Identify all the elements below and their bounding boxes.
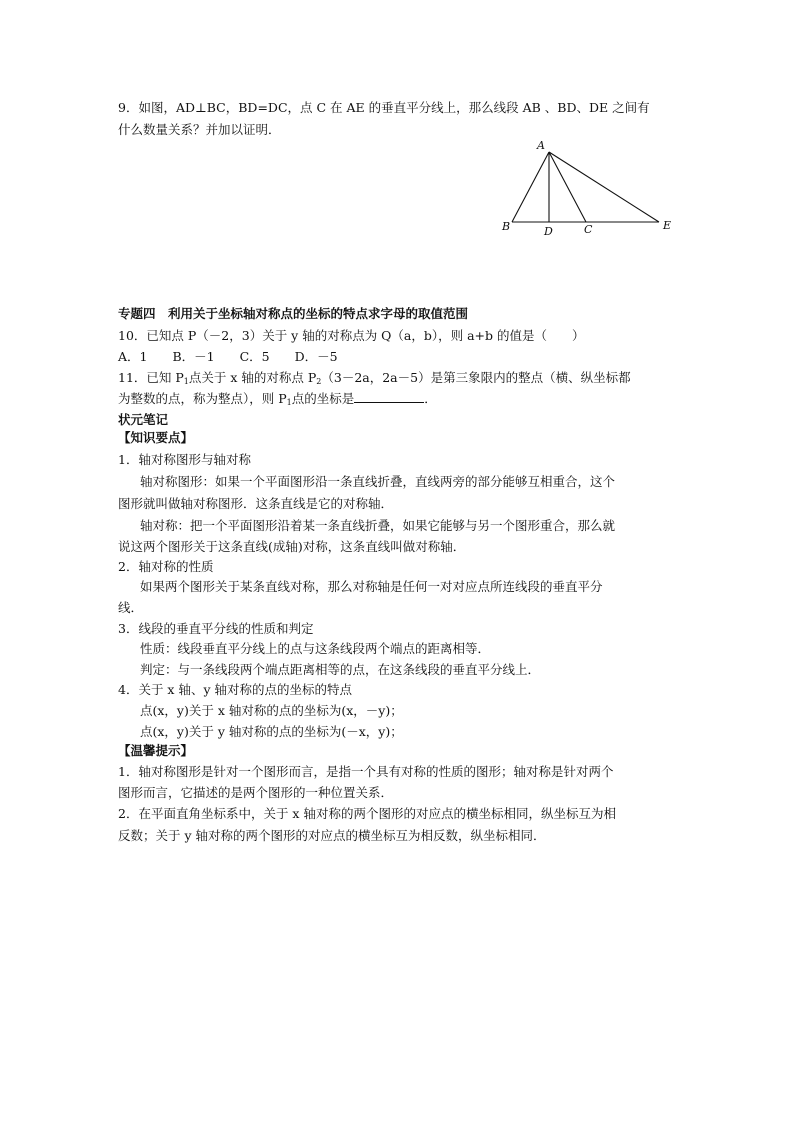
label-a: A xyxy=(537,139,545,152)
q11-text: （3－2a，2a－5）是第三象限内的整点（横、纵坐标都 xyxy=(321,370,631,385)
label-e: E xyxy=(663,219,672,232)
k1-b-line-1: 轴对称：把一个平面图形沿着某一条直线折叠，如果它能够与另一个图形重合，那么就 xyxy=(140,518,616,533)
q11-text: 11．已知 P xyxy=(118,370,184,385)
k4-x-axis: 点(x，y)关于 x 轴对称的点的坐标为(x，－y)； xyxy=(140,703,403,718)
tip2-line-1: 2．在平面直角坐标系中，关于 x 轴对称的两个图形的对应点的横坐标相同，纵坐标互为相 xyxy=(118,806,616,821)
q11-text: 为整数的点，称为整点），则 P xyxy=(118,391,287,406)
k2-a-line-2: 线． xyxy=(118,600,144,615)
k4-heading: 4．关于 x 轴、y 轴对称的点的坐标的特点 xyxy=(118,682,352,697)
tip1-line-2: 图形而言，它描述的是两个图形的一种位置关系． xyxy=(118,785,394,800)
q11-line-1 xyxy=(118,370,631,386)
knowledge-title: 【知识要点】 xyxy=(118,430,194,445)
k1-a-line-2: 图形就叫做轴对称图形．这条直线是它的对称轴． xyxy=(118,496,394,511)
tip2-line-2: 反数；关于 y 轴对称的两个图形的对应点的横坐标互为相反数，纵坐标相同． xyxy=(118,828,546,843)
k4-y-axis: 点(x，y)关于 y 轴对称的点的坐标为(－x，y)； xyxy=(140,724,403,739)
label-b: B xyxy=(502,220,511,233)
q11-line-2 xyxy=(118,391,437,407)
q10-options: A．1 B．－1 C．5 D．－5 xyxy=(118,349,338,364)
label-d: D xyxy=(544,225,553,238)
segment-ac xyxy=(549,152,586,222)
subscript: 1 xyxy=(183,377,189,386)
segment-ab xyxy=(512,152,549,222)
k3-heading: 3．线段的垂直平分线的性质和判定 xyxy=(118,621,314,636)
subscript: 1 xyxy=(286,398,292,407)
k1-a-line-1: 轴对称图形：如果一个平面图形沿一条直线折叠，直线两旁的部分能够互相重合，这个 xyxy=(140,474,616,489)
q9-line-2: 什么数量关系？并加以证明． xyxy=(118,122,281,137)
topic4-title: 专题四 利用关于坐标轴对称点的坐标的特点求字母的取值范围 xyxy=(118,306,469,321)
triangle-figure xyxy=(496,136,686,242)
notes-title: 状元笔记 xyxy=(118,412,169,427)
k3-property: 性质：线段垂直平分线上的点与这条线段两个端点的距离相等． xyxy=(140,641,491,656)
q10-text: 10．已知点 P（－2，3）关于 y 轴的对称点为 Q（a，b），则 a+b 的值是（ ） xyxy=(118,328,585,343)
subscript: 2 xyxy=(316,377,322,386)
label-c: C xyxy=(584,223,593,236)
k1-heading: 1．轴对称图形与轴对称 xyxy=(118,452,251,467)
segment-ae xyxy=(549,152,659,222)
tips-title: 【温馨提示】 xyxy=(118,743,194,758)
q11-text: 点的坐标是 xyxy=(291,391,355,406)
k1-b-line-2: 说这两个图形关于这条直线(成轴)对称，这条直线叫做对称轴． xyxy=(118,539,466,554)
k2-a-line-1: 如果两个图形关于某条直线对称，那么对称轴是任何一对对应点所连线段的垂直平分 xyxy=(140,579,603,594)
q11-text: 点关于 x 轴的对称点 P xyxy=(188,370,317,385)
k3-criterion: 判定：与一条线段两个端点距离相等的点，在这条线段的垂直平分线上． xyxy=(140,662,541,677)
tip1-line-1: 1．轴对称图形是针对一个图形而言，是指一个具有对称的性质的图形；轴对称是针对两个 xyxy=(118,764,614,779)
q11-text: ． xyxy=(424,391,437,406)
answer-blank[interactable] xyxy=(354,391,424,403)
k2-heading: 2．轴对称的性质 xyxy=(118,559,214,574)
q9-line-1: 9．如图，AD⊥BC，BD=DC，点 C 在 AE 的垂直平分线上，那么线段 AB 、BD、DE 之间有 xyxy=(118,100,650,115)
